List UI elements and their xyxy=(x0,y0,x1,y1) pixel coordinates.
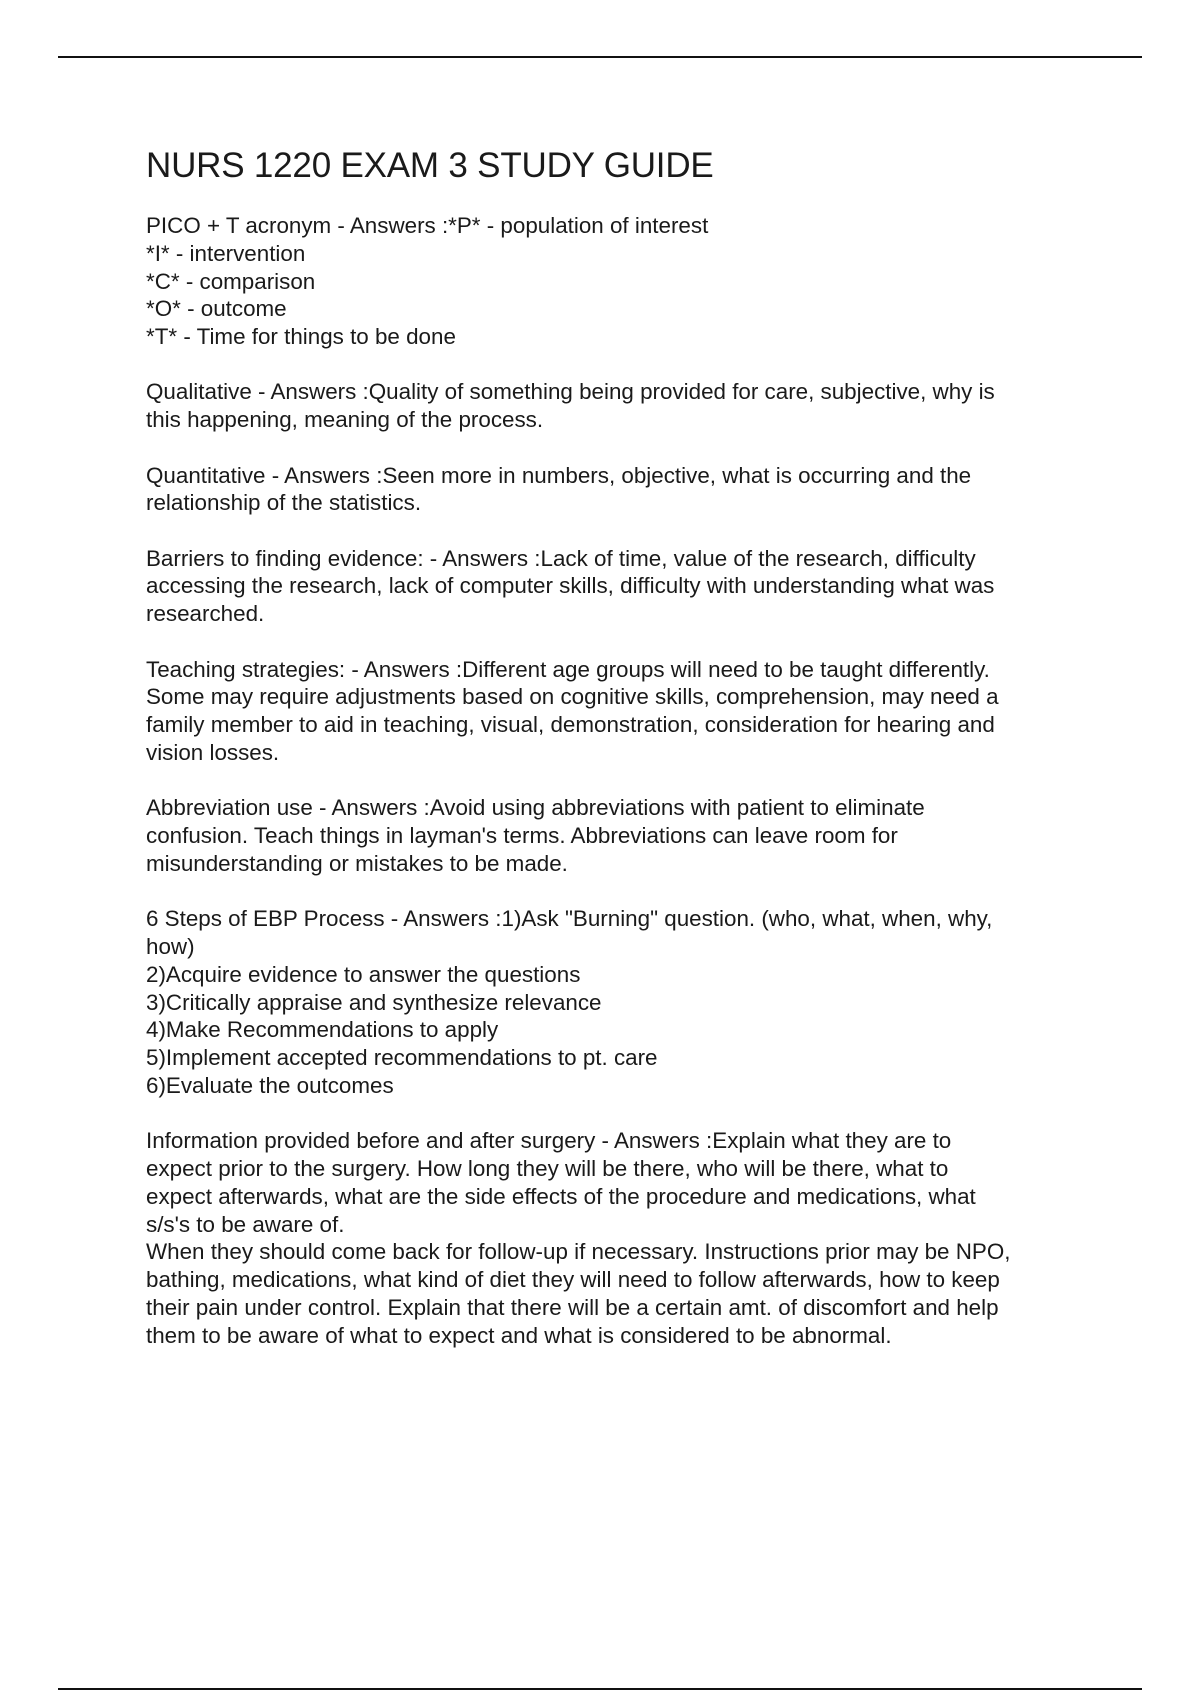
entries-list xyxy=(146,212,1086,1350)
entry-text-line: Abbreviation use - Answers :Avoid using abbreviations with patient to eliminate xyxy=(146,795,925,821)
entry-text-line: Barriers to finding evidence: - Answers :Lack of time, value of the research, difficulty xyxy=(146,545,976,571)
entry-text-line: 5)Implement accepted recommendations to pt. care xyxy=(146,1045,658,1071)
entry-text-line: them to be aware of what to expect and what is considered to be abnormal. xyxy=(146,1322,892,1348)
entry-text-line: 4)Make Recommendations to apply xyxy=(146,1017,499,1043)
entry-text-line: 3)Critically appraise and synthesize relevance xyxy=(146,989,602,1015)
entry-text-line: Some may require adjustments based on cognitive skills, comprehension, may need a xyxy=(146,684,999,710)
entry-text-line: how) xyxy=(146,933,195,959)
entry-text-line: Quantitative - Answers :Seen more in numbers, objective, what is occurring and the xyxy=(146,462,972,488)
entry-text-line: expect afterwards, what are the side effects of the procedure and medications, what xyxy=(146,1183,976,1209)
entry-text-line: expect prior to the surgery. How long they will be there, who will be there, what to xyxy=(146,1156,949,1182)
document-body xyxy=(146,142,1086,1377)
entry-text-line: *C* - comparison xyxy=(146,268,316,294)
study-entry xyxy=(146,212,1086,351)
entry-text-line: 6 Steps of EBP Process - Answers :1)Ask "Burning" question. (who, what, when, why, xyxy=(146,906,993,932)
entry-text-line: accessing the research, lack of computer skills, difficulty with understanding what was xyxy=(146,573,995,599)
entry-text-line: Qualitative - Answers :Quality of something being provided for care, subjective, why is xyxy=(146,379,995,405)
study-entry xyxy=(146,545,1086,628)
study-entry xyxy=(146,1127,1086,1349)
entry-text-line: relationship of the statistics. xyxy=(146,490,422,516)
study-entry xyxy=(146,462,1086,518)
entry-text-line: *T* - Time for things to be done xyxy=(146,324,456,350)
entry-text-line: vision losses. xyxy=(146,739,280,765)
entry-text-line: confusion. Teach things in layman's terms. Abbreviations can leave room for xyxy=(146,823,898,849)
top-divider xyxy=(58,56,1142,58)
study-entry xyxy=(146,378,1086,434)
study-entry xyxy=(146,794,1086,877)
entry-text-line: bathing, medications, what kind of diet they will need to follow afterwards, how to keep xyxy=(146,1267,1000,1293)
bottom-divider xyxy=(58,1688,1142,1690)
entry-text-line: *O* - outcome xyxy=(146,296,287,322)
entry-text-line: 2)Acquire evidence to answer the questions xyxy=(146,961,581,987)
entry-text-line: family member to aid in teaching, visual, demonstration, consideration for hearing and xyxy=(146,712,995,738)
entry-text-line: this happening, meaning of the process. xyxy=(146,407,544,433)
entry-text-line: *I* - intervention xyxy=(146,240,306,266)
entry-text-line: misunderstanding or mistakes to be made. xyxy=(146,850,568,876)
entry-text-line: s/s's to be aware of. xyxy=(146,1211,345,1237)
entry-text-line: researched. xyxy=(146,601,265,627)
entry-text-line: Teaching strategies: - Answers :Different age groups will need to be taught differently. xyxy=(146,656,990,682)
document-title: NURS 1220 EXAM 3 STUDY GUIDE xyxy=(146,146,714,185)
study-entry xyxy=(146,905,1086,1100)
entry-text-line: 6)Evaluate the outcomes xyxy=(146,1072,394,1098)
entry-text-line: When they should come back for follow-up if necessary. Instructions prior may be NPO, xyxy=(146,1239,1011,1265)
entry-text-line: Information provided before and after surgery - Answers :Explain what they are to xyxy=(146,1128,952,1154)
study-entry xyxy=(146,656,1086,767)
entry-text-line: PICO + T acronym - Answers :*P* - population of interest xyxy=(146,213,709,238)
entry-text-line: their pain under control. Explain that there will be a certain amt. of discomfort and help xyxy=(146,1295,999,1320)
